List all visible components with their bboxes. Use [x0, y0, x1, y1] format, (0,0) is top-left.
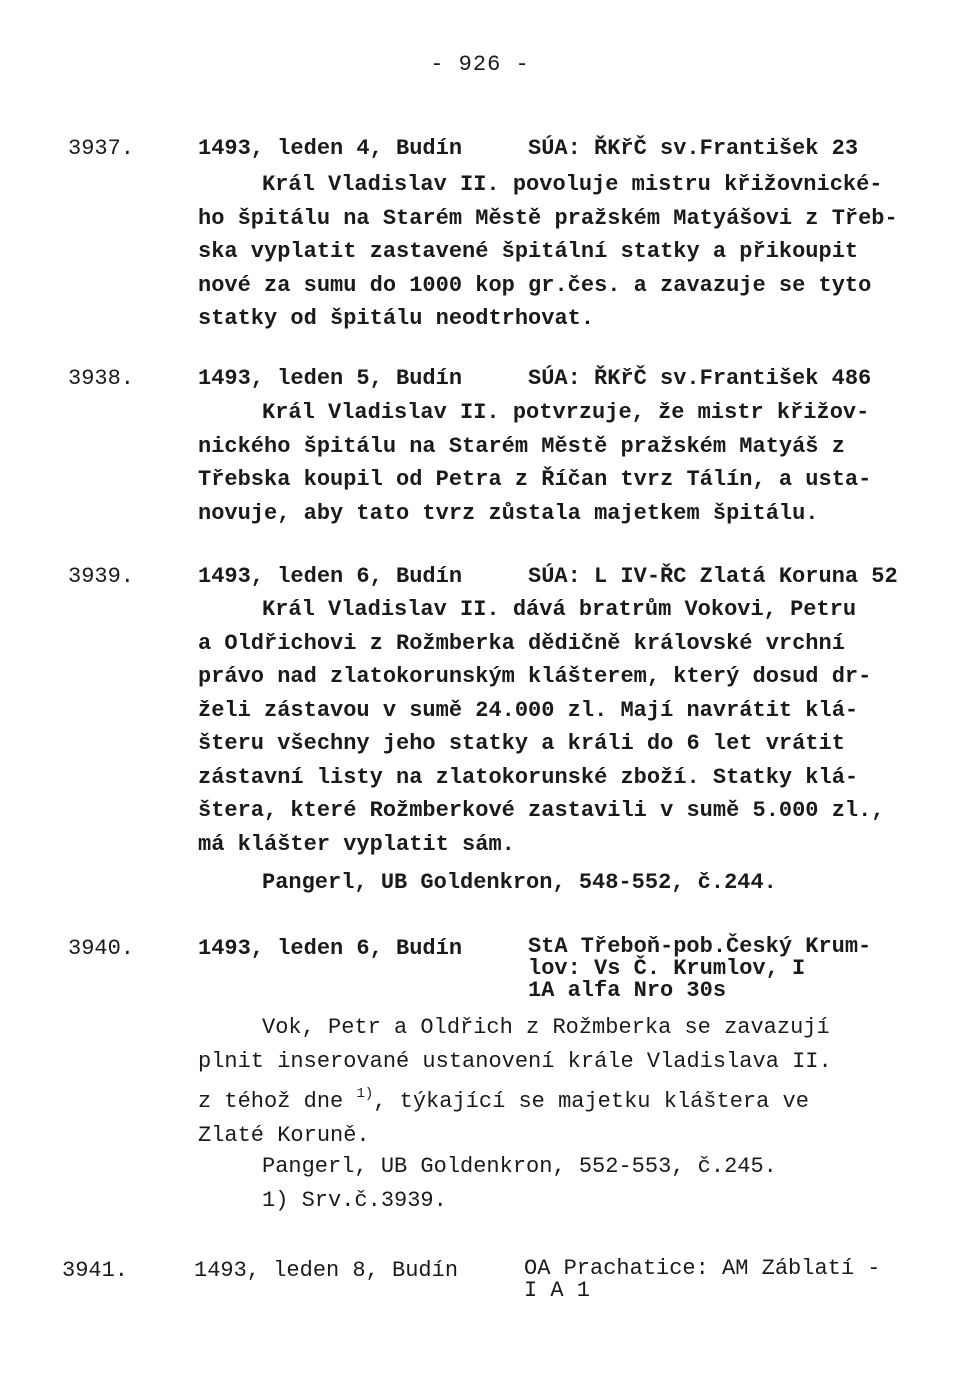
entry-date: 1493, leden 6, Budín: [198, 564, 463, 589]
entry-number: 3938.: [68, 366, 135, 391]
body-line: ska vyplatit zastavené špitální statky a přikoupit: [198, 239, 859, 264]
body-line: [198, 1078, 888, 1119]
body-line: má klášter vyplatit sám.: [198, 831, 515, 857]
source-line: lov: Vs Č. Krumlov, I: [528, 956, 806, 981]
source-line: StA Třeboň-pob.Český Krum-: [528, 934, 872, 959]
entry-body: [198, 396, 888, 530]
body-line: Vok, Petr a Oldřich z Rožmberka se zavazují: [262, 1015, 830, 1040]
entry-source: [528, 936, 888, 1002]
body-line: želi zástavou v sumě 24.000 zl. Mají navrátit klá-: [198, 697, 859, 723]
entry-source: SÚA: L IV-ŘC Zlatá Koruna 52: [528, 564, 898, 589]
bibliographic-reference: Pangerl, UB Goldenkron, 552-553, č.245.: [262, 1154, 777, 1179]
entry-body: [198, 593, 888, 861]
body-line: statky od špitálu neodtrhovat.: [198, 306, 595, 331]
body-line: Král Vladislav II. dává bratrům Vokovi, Petru: [262, 597, 857, 622]
entry-date: 1493, leden 5, Budín: [198, 366, 463, 391]
entry-date: 1493, leden 4, Budín: [198, 136, 463, 161]
body-line: ho špitálu na Starém Městě pražském Matyášovi z Třeb-: [198, 205, 898, 231]
body-line: Třebska koupil od Petra z Říčan tvrz Tálín, a usta-: [198, 467, 872, 492]
entry-number: 3939.: [68, 564, 135, 589]
body-line: Zlaté Koruně.: [198, 1122, 370, 1148]
footnote: 1) Srv.č.3939.: [262, 1188, 447, 1213]
body-text-fragment: z téhož dne: [198, 1089, 357, 1114]
entry-source: [524, 1258, 884, 1302]
body-line: novuje, aby tato tvrz zůstala majetkem špitálu.: [198, 500, 819, 526]
entry-body: [198, 168, 898, 336]
entry-number: 3941.: [62, 1258, 129, 1283]
source-line: I A 1: [524, 1278, 591, 1303]
body-line: nického špitálu na Starém Městě pražském Matyáš z: [198, 433, 845, 459]
bibliographic-reference: Pangerl, UB Goldenkron, 548-552, č.244.: [262, 870, 777, 895]
entry-source: SÚA: ŘKřČ sv.František 486: [528, 366, 872, 391]
source-line: 1A alfa Nro 30s: [528, 978, 727, 1003]
entry-number: 3940.: [68, 936, 135, 961]
source-line: OA Prachatice: AM Záblatí -: [524, 1256, 881, 1281]
body-line: a Oldřichovi z Rožmberka dědičně královské vrchní: [198, 630, 845, 656]
body-line: Král Vladislav II. povoluje mistru křižovnické-: [262, 172, 883, 197]
body-line: nové za sumu do 1000 kop gr.čes. a zavazuje se tyto: [198, 272, 872, 298]
entry-date: 1493, leden 8, Budín: [194, 1258, 459, 1283]
entry-number: 3937.: [68, 136, 135, 161]
body-line: plnit inserované ustanovení krále Vladislava II.: [198, 1048, 832, 1074]
entry-body: [198, 1011, 888, 1152]
footnote-marker: 1): [356, 1086, 374, 1102]
body-line: štera, které Rožmberkové zastavili v sumě 5.000 zl.,: [198, 798, 885, 823]
body-text-fragment: , týkající se majetku kláštera ve: [373, 1089, 809, 1114]
body-line: právo nad zlatokorunským klášterem, který dosud dr-: [198, 664, 872, 689]
entry-date: 1493, leden 6, Budín: [198, 936, 463, 961]
page-number: - 926 -: [430, 52, 530, 77]
body-line: šteru všechny jeho statky a králi do 6 let vrátit: [198, 731, 845, 756]
body-line: Král Vladislav II. potvrzuje, že mistr křižov-: [262, 400, 870, 425]
body-line: zástavní listy na zlatokorunské zboží. Statky klá-: [198, 764, 859, 790]
entry-source: SÚA: ŘKřČ sv.František 23: [528, 136, 859, 161]
